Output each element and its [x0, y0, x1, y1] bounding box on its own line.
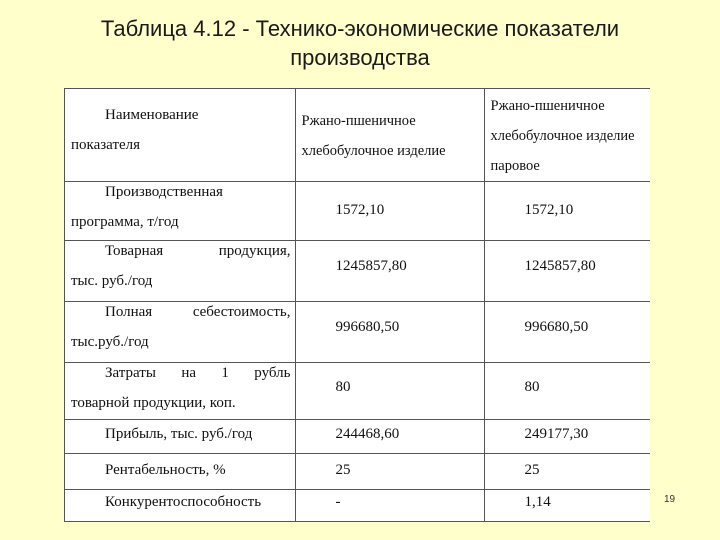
row-label-word: 1	[221, 365, 229, 381]
row-value-1: 80	[335, 379, 351, 395]
row-label-word: Затраты	[105, 365, 156, 381]
row-label-word: на	[181, 365, 197, 381]
row-value-2: 996680,50	[524, 319, 589, 335]
row-label-line2: тыс. руб./год	[71, 273, 153, 289]
row-label-word: себестоимость,	[192, 304, 291, 320]
row-value-2: 1245857,80	[524, 258, 596, 274]
row-value-1: -	[335, 494, 341, 510]
row-value-1: 1245857,80	[335, 258, 407, 274]
row-value-1: 244468,60	[335, 426, 400, 442]
slide-title-line1: Таблица 4.12 - Технико-экономические показатели	[100, 16, 620, 41]
row-label-line2: программа, т/год	[71, 214, 179, 230]
row-label	[65, 490, 295, 522]
row-label-line1	[105, 304, 291, 321]
table-row	[65, 420, 650, 454]
row-label-line2: тыс.руб./год	[71, 334, 149, 350]
row-label-word: Товарная	[105, 243, 164, 259]
table-header-row	[65, 89, 650, 182]
indicators-table	[64, 88, 650, 522]
row-label	[65, 302, 295, 362]
header-product-2: Ржано-пшеничное хлебобулочное изделие паровое	[490, 98, 635, 174]
slide-title	[0, 14, 720, 72]
row-label-line2: товарной продукции, коп.	[71, 395, 236, 411]
table-row	[65, 182, 650, 241]
header-product-1: Ржано-пшеничное хлебобулочное изделие	[301, 113, 446, 159]
row-label	[65, 363, 295, 419]
row-label-word: Полная	[105, 304, 153, 320]
row-value-1: 25	[335, 462, 351, 478]
row-label-text: Конкурентоспособность	[105, 494, 262, 510]
row-label-text: Прибыль, тыс. руб./год	[105, 426, 253, 442]
page-number: 19	[664, 494, 676, 505]
row-label-word: рубль	[254, 365, 291, 381]
row-value-2: 25	[524, 462, 540, 478]
row-value-2: 80	[524, 379, 540, 395]
row-label	[65, 420, 295, 453]
header-col1-line2: показателя	[71, 137, 141, 153]
header-col1-line1: Наименование	[105, 107, 199, 123]
table-row	[65, 490, 650, 523]
table-row	[65, 454, 650, 490]
row-label-line1	[105, 365, 291, 382]
row-label	[65, 182, 295, 240]
row-value-2: 249177,30	[524, 426, 589, 442]
row-label-line1: Производственная	[105, 184, 223, 200]
row-value-2: 1,14	[524, 494, 551, 510]
table-row	[65, 302, 650, 363]
header-indicator-name	[65, 89, 295, 181]
row-label-word: продукция,	[218, 243, 291, 259]
row-value-1: 1572,10	[335, 202, 385, 218]
row-value-2: 1572,10	[524, 202, 574, 218]
row-label	[65, 454, 295, 489]
row-value-1: 996680,50	[335, 319, 400, 335]
row-label-text: Рентабельность, %	[105, 462, 226, 478]
slide-title-line2: производства	[290, 45, 430, 70]
table-row	[65, 363, 650, 420]
table-row	[65, 241, 650, 302]
row-label	[65, 241, 295, 301]
row-label-line1	[105, 243, 291, 260]
